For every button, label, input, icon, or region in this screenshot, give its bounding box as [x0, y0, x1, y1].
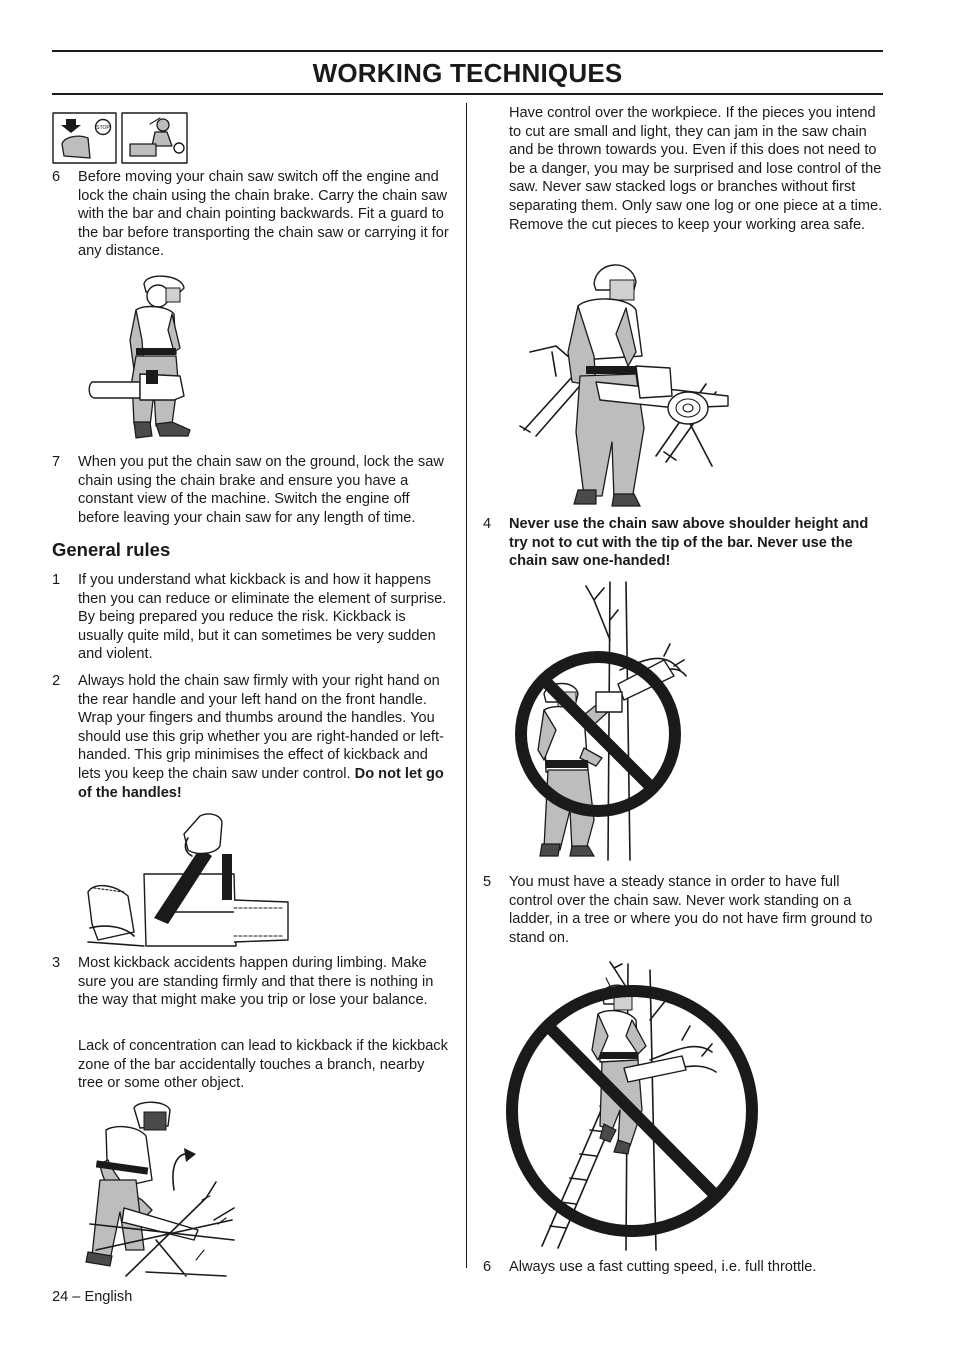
list-item	[52, 571, 452, 664]
item-text: Lack of concentration can lead to kickback if the kickback zone of the bar accidentally touches a branch, nearby tree or some other object.	[78, 1038, 448, 1092]
item-text: If you understand what kickback is and how it happens then you can reduce or eliminate the element of surprise. By being prepared you reduce the risk. Kickback is usually quite mild, but it can sometimes be very sudden and violent.	[78, 572, 447, 663]
chainsaw-grip-illustration	[84, 812, 294, 952]
header-rule-top	[52, 50, 883, 52]
item-text: Never use the chain saw above shoulder height and try not to cut with the tip of the bar. Never use the chain saw one-handed!	[509, 516, 869, 570]
sawhorse-cutting-illustration	[516, 256, 736, 510]
item-number: 2	[52, 673, 61, 689]
list-item	[52, 954, 452, 1010]
item-text	[78, 672, 452, 802]
item-text: When you put the chain saw on the ground, lock the saw chain using the chain brake and ensure you have a constant view of the machine. Switch the engine off before leaving your chain saw for any length of time.	[78, 454, 444, 526]
paragraph-text: Have control over the workpiece. If the pieces you intend to cut are small and light, they can jam in the saw chain and be thrown towards you. Even if this does not need to be a danger, you may be surprised and lose control of the saw. Never saw stacked logs or branches without first separating them. Only saw one log or one piece at a time. Remove the cut pieces to keep your working area safe.	[509, 105, 883, 233]
item-text: Always use a fast cutting speed, i.e. full throttle.	[509, 1259, 817, 1275]
item-number: 3	[52, 955, 61, 971]
list-item	[52, 168, 452, 261]
paragraph	[483, 104, 883, 234]
item-number: 7	[52, 454, 61, 470]
list-item	[52, 453, 452, 527]
stop-sign-label: STOP	[96, 125, 110, 131]
item-text: Before moving your chain saw switch off the engine and lock the chain using the chain brake. Carry the chain saw with the bar and chain pointing backwards. Fit a guard to the bar before transporting the chain saw or carrying it for any distance.	[78, 169, 449, 260]
person-carrying-saw-illustration	[84, 270, 194, 446]
limbing-kickback-illustration	[86, 1100, 236, 1280]
header-rule-bottom	[52, 93, 883, 95]
item-text: You must have a steady stance in order to have full control over the chain saw. Never work standing on a ladder, in a tree or where you do not have firm ground to stand on.	[509, 874, 873, 946]
item-text-emphasis: Do not let go of the handles!	[78, 765, 444, 801]
item-number: 6	[483, 1259, 492, 1275]
item-number: 5	[483, 874, 492, 890]
no-ladder-cutting-illustration	[506, 960, 758, 1250]
section-heading: General rules	[52, 539, 171, 560]
list-item	[483, 1258, 883, 1277]
warning-symbols	[52, 112, 188, 164]
list-item	[52, 672, 452, 802]
list-item	[483, 873, 883, 947]
no-cutting-above-shoulder-illustration	[514, 580, 704, 860]
page-footer: 24 – English	[52, 1289, 133, 1305]
list-item	[483, 515, 883, 571]
page-title: WORKING TECHNIQUES	[312, 58, 623, 88]
list-item	[52, 1037, 452, 1093]
item-text-body: Always hold the chain saw firmly with your right hand on the rear handle and your left hand on the front handle. Wrap your fingers and thumbs around the handles. You should use this grip whether you are right-handed or left-handed. This grip minimises the effect of kickback and lets you keep the chain saw under control.	[78, 673, 444, 782]
item-text: Most kickback accidents happen during limbing. Make sure you are standing firmly and that there is nothing in the way that might make you trip or lose your balance.	[78, 955, 434, 1009]
item-number: 1	[52, 572, 61, 588]
item-number: 4	[483, 516, 492, 532]
item-number: 6	[52, 169, 61, 185]
column-divider	[466, 103, 467, 1268]
